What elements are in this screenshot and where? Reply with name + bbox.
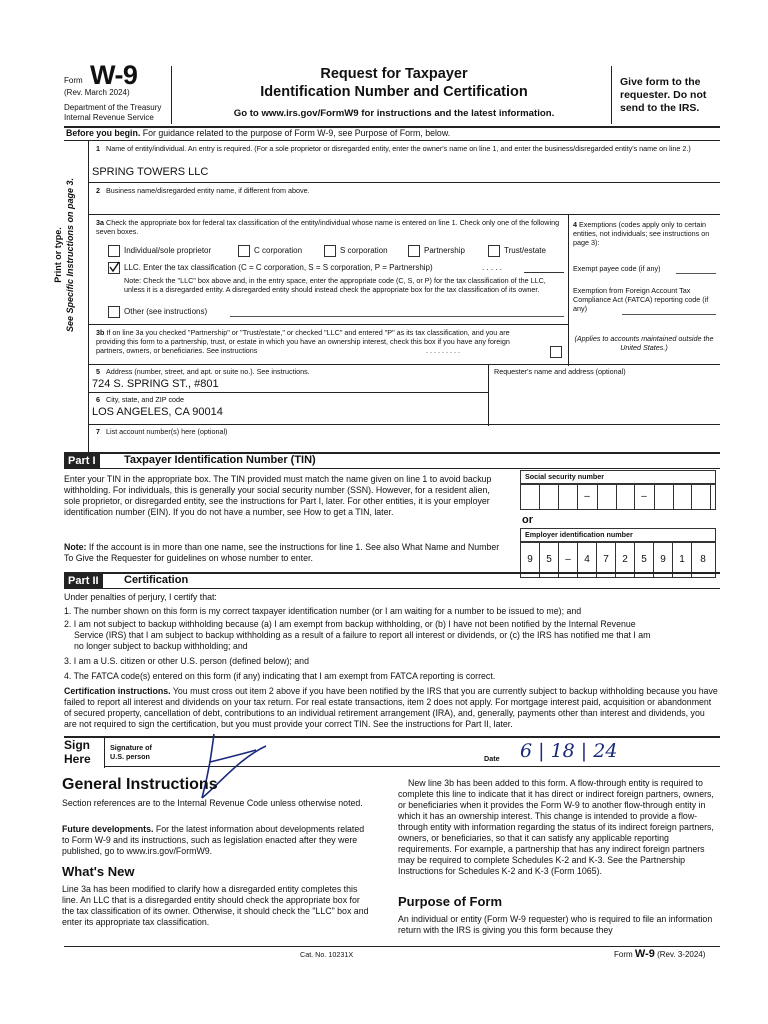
exempt-payee-label: Exempt payee code (if any)	[573, 264, 661, 273]
requester-label: Requester's name and address (optional)	[494, 367, 626, 376]
checkbox-s-corporation[interactable]	[324, 245, 336, 257]
catalog-number: Cat. No. 10231X	[300, 950, 354, 959]
option-partnership-label: Partnership	[424, 246, 465, 255]
fatca-code-input[interactable]	[622, 314, 716, 315]
checkbox-c-corporation[interactable]	[238, 245, 250, 257]
or-label: or	[522, 514, 533, 526]
line1-label: 1 Name of entity/individual. An entry is required. (For a sole proprietor or disregarded entity, enter the owner's name on line 1, and enter the business/disregarded entity's name on line 2.)	[96, 144, 691, 153]
ein-digit: 8	[700, 554, 706, 565]
certification-item: Service (IRS) that I am subject to backup withholding as a result of a failure to report all interest or dividends, or (c) the IRS has notified me that I am	[74, 630, 651, 640]
form-name: W-9	[90, 60, 138, 90]
ein-digit: 9	[654, 543, 673, 577]
ein-digit: 2	[616, 543, 635, 577]
llc-dots: . . . . .	[482, 263, 503, 272]
department: Department of the Treasury	[64, 103, 162, 112]
general-instructions-title: General Instructions	[62, 776, 218, 793]
form-title-line1: Request for Taxpayer	[320, 66, 468, 82]
ein-digit: 4	[578, 543, 597, 577]
line3b-new-text: New line 3b has been added to this form. A flow-through entity is required to complete this line to indicate that it has direct or indirect foreign partners, owners, or beneficiaries when it provides the Form W-9 to another flow-through entity in which it has an ownership interest. This change is intended to provide a flow-through entity with information regarding the status of its indirect foreign partners, owners, or beneficiaries, so that it can satisfy any applicable reporting requirements. For example, a partnership that has any indirect foreign partners may be required to complete Schedules K-2 and K-3. See the Partnership Instructions for Schedules K-2 and K-3 (Form 1065).	[398, 778, 714, 876]
checkbox-llc[interactable]	[108, 262, 120, 274]
ein-digit: 7	[597, 543, 616, 577]
part1-note: Note: If the account is in more than one name, see the instructions for line 1. See also What Name and Number To Give the Requester for guidelines on whose number to enter.	[64, 542, 500, 563]
part1-tag: Part I	[64, 454, 100, 469]
ssn-input[interactable]	[520, 484, 716, 510]
general-p1: Section references are to the Internal Revenue Code unless otherwise noted.	[62, 798, 363, 808]
future-developments: Future developments. For the latest information about developments related to Form W-9 and its instructions, such as legislation enacted after they were published, go to www.irs.gov/FormW9.	[62, 824, 365, 856]
option-c-corp-label: C corporation	[254, 246, 303, 255]
fatca-label: Exemption from Foreign Account Tax Compliance Act (FATCA) reporting code (if any)	[573, 286, 709, 313]
exempt-payee-input[interactable]	[676, 273, 716, 274]
line4-label: 4 Exemptions (codes apply only to certain entities, not individuals; see instructions on page 3):	[573, 220, 710, 247]
line3b-label: 3b If on line 3a you checked "Partnership" or "Trust/estate," or checked "LLC" and entered "P" as its tax classification, and you are providing this form to a partnership, trust, or estate in which you have an ownership interest, check this box if you have any foreign partners, owners, or beneficiaries. See instructions	[96, 328, 510, 355]
whats-new-text: Line 3a has been modified to clarify how a disregarded entity completes this line. An LLC that is a disregarded entity should check the appropriate box for the tax classification of its owner. Otherwise, it should check the "LLC" box and enter its appropriate tax classification.	[62, 884, 369, 927]
ein-label: Employer identification number	[525, 530, 633, 539]
side-instructions-label: Print or type. See Specific Instructions on page 3.	[53, 177, 75, 333]
certification-item: 1. The number shown on this form is my correct taxpayer identification number (or I am waiting for a number to be issued to me); and	[64, 606, 582, 616]
llc-label: LLC. Enter the tax classification (C = C corporation, S = S corporation, P = Partnership)	[124, 263, 433, 272]
other-label: Other (see instructions)	[124, 307, 208, 316]
date-label: Date	[484, 754, 500, 763]
date-value[interactable]: 6 | 18 | 24	[520, 740, 618, 762]
llc-classification-input[interactable]	[524, 262, 564, 273]
classification-row	[108, 244, 568, 258]
certification-item: 2. I am not subject to backup withholding because (a) I am exempt from backup withholding, or (b) I have not been notified by the Internal Revenue	[64, 619, 636, 629]
certification-item: no longer subject to backup withholding; and	[74, 641, 248, 651]
agency: Internal Revenue Service	[64, 113, 154, 122]
line2-business-input[interactable]	[92, 198, 712, 212]
form-title-line2: Identification Number and Certification	[260, 84, 528, 100]
footer-form-id: Form W-9 (Rev. 3-2024)	[614, 948, 706, 960]
purpose-text: An individual or entity (Form W-9 requester) who is required to file an information return with the IRS is giving you this form because they	[398, 914, 713, 935]
checkbox-other[interactable]	[108, 306, 120, 318]
ein-separator: –	[559, 543, 578, 577]
line7-label: 7 List account number(s) here (optional)	[96, 427, 228, 436]
certification-item: 3. I am a U.S. citizen or other U.S. person (defined below); and	[64, 656, 309, 666]
llc-note: Note: Check the "LLC" box above and, in the entry space, enter the appropriate code (C, S, or P) for the tax classification of the LLC, unless it is a disregarded entity. A disregarded entity should instead check the appropriate box for the tax classification of its owner.	[124, 276, 546, 294]
option-trust-label: Trust/estate	[504, 246, 546, 255]
before-you-begin: Before you begin. For guidance related to the purpose of Form W-9, see Purpose of Form, below.	[66, 128, 451, 138]
part2-tag: Part II	[64, 574, 103, 589]
signature-label: Signature of U.S. person	[110, 743, 152, 761]
part1-title: Taxpayer Identification Number (TIN)	[124, 454, 316, 466]
line3b-dots: . . . . . . . . .	[426, 346, 460, 355]
checkbox-foreign-partners[interactable]	[550, 346, 562, 358]
form-header	[64, 62, 718, 126]
line3a-label: 3a Check the appropriate box for federal tax classification of the entity/individual whose name is entered on line 1. Check only one of the following seven boxes.	[96, 218, 560, 236]
purpose-title: Purpose of Form	[398, 894, 503, 909]
checkmark-icon	[108, 261, 120, 273]
certification-item: 4. The FATCA code(s) entered on this form (if any) indicating that I am exempt from FATCA reporting is correct.	[64, 671, 496, 681]
ein-digit: 5	[540, 543, 559, 577]
line2-label: 2 Business name/disregarded entity name, if different from above.	[96, 186, 310, 195]
line5-address-input[interactable]: 724 S. SPRING ST., #801	[92, 378, 219, 390]
checkbox-partnership[interactable]	[408, 245, 420, 257]
line5-label: 5 Address (number, street, and apt. or suite no.). See instructions.	[96, 367, 310, 376]
signature-field[interactable]	[160, 738, 460, 768]
checkbox-trust-estate[interactable]	[488, 245, 500, 257]
ssn-label: Social security number	[525, 472, 605, 481]
form-revision: (Rev. March 2024)	[64, 88, 130, 97]
sign-here-label: Sign Here	[64, 738, 91, 766]
certification-intro: Under penalties of perjury, I certify that:	[64, 592, 217, 602]
form-prefix: Form	[64, 76, 83, 85]
line6-city-input[interactable]: LOS ANGELES, CA 90014	[92, 406, 223, 418]
part1-text: Enter your TIN in the appropriate box. The TIN provided must match the name given on line 1 to avoid backup withholding. For individuals, this is generally your social security number (SSN). However, for a resident alien, sole proprietor, or disregarded entity, see the instructions for Part I, later. For other entities, it is your employer identification number (EIN). If you do not have a number, see How to get a TIN, later.	[64, 474, 492, 517]
ein-digit: 5	[635, 543, 654, 577]
line1-name-input[interactable]: SPRING TOWERS LLC	[92, 166, 209, 178]
give-form-note: Give form to the requester. Do not send to the IRS.	[620, 76, 707, 114]
whats-new-title: What's New	[62, 864, 135, 879]
checkbox-individual[interactable]	[108, 245, 120, 257]
ein-digit: 9	[521, 543, 540, 577]
line6-label: 6 City, state, and ZIP code	[96, 395, 185, 404]
option-individual-label: Individual/sole proprietor	[124, 246, 212, 255]
part2-title: Certification	[124, 574, 189, 586]
ssn-separator-1: –	[584, 491, 590, 502]
ssn-separator-2: –	[641, 491, 647, 502]
certification-instructions: Certification instructions. You must cross out item 2 above if you have been notified by the IRS that you are currently subject to backup withholding because you have failed to report all interest and dividends on your tax return. For real estate transactions, item 2 does not apply. For mortgage interest paid, acquisition or abandonment of secured property, cancellation of debt, contributions to an individual retirement arrangement (IRA), and, generally, payments other than interest and dividends, you are not required to sign the certification, but you must provide your correct TIN. See the instructions for Part II, later.	[64, 686, 718, 729]
goto-instructions: Go to www.irs.gov/FormW9 for instructions and the latest information.	[233, 108, 555, 119]
option-s-corp-label: S corporation	[340, 246, 388, 255]
ein-digit: 1	[673, 543, 692, 577]
applies-note: (Applies to accounts maintained outside the United States.)	[574, 334, 714, 352]
